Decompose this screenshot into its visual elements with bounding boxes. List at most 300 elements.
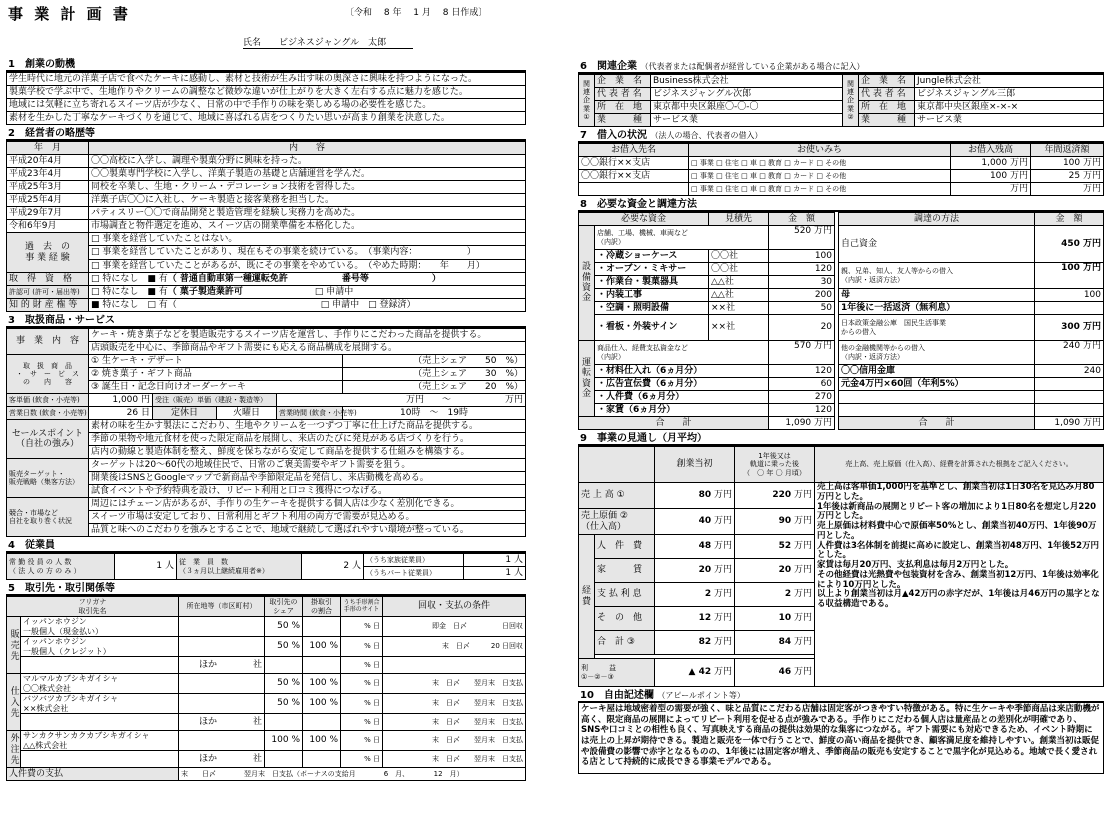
family-loan-amount: 100 xyxy=(1035,289,1104,302)
past-experience-label: 過 去 の 事 業 経 験 xyxy=(7,233,89,273)
section-9-title: 9 事業の見通し（月平均） xyxy=(578,433,1104,446)
ip-row[interactable]: ■ 特になし □ 有（ □ 申請中 □ 登録済） xyxy=(89,299,526,312)
day-text: 日 xyxy=(373,679,380,688)
loan-use[interactable]: □ 事業 □ 住宅 □ 車 □ 教育 □ カード □ その他 xyxy=(689,157,951,170)
loan-repayment: 100 万円 xyxy=(1031,157,1104,170)
partner-name xyxy=(21,674,179,694)
order-price-label: 受注（販売）単価（建設・製造等） xyxy=(153,394,277,407)
partner-kana: イッパンホウジン xyxy=(23,637,87,647)
sales-partners-label: 販売先 xyxy=(7,617,21,674)
day-text: 日 xyxy=(373,642,380,651)
career-year: 平成25年3月 xyxy=(7,181,89,194)
percent-text: % xyxy=(364,717,371,726)
product-share: （売上シェア 50 %） xyxy=(343,355,526,368)
outsource-label: 外注先 xyxy=(7,731,21,768)
partner-bill xyxy=(341,637,383,657)
target-line: 開業後はSNSとGoogleマップで新商品や季節限定品を発信し、来店動機を高める。 xyxy=(89,472,526,485)
equipment-amount: 30 xyxy=(769,276,835,289)
loan-use[interactable]: □ 事業 □ 住宅 □ 車 □ 教育 □ カード □ その他 xyxy=(689,170,951,183)
competition-line: 周辺にはチェーン店があるが、手作りの生ケーキを提供する個人店は少なく差別化できる。 xyxy=(89,498,526,511)
company-name: Jungle株式会社 xyxy=(915,75,1104,88)
interest-label: 支 払 利 息 xyxy=(595,583,655,607)
bank-loan-amount: 240 xyxy=(1035,365,1104,378)
funding-total: 1,090 万円 xyxy=(1035,417,1104,430)
col-year: 年 月 xyxy=(7,142,89,155)
other-partners: ほか 社 xyxy=(179,714,265,731)
section-4-title: 4 従業員 xyxy=(6,540,526,553)
day-text: 日 xyxy=(373,736,380,745)
partner-formal-name: 一般個人（現金払い） xyxy=(23,626,103,636)
address-label: 所 在 地 xyxy=(595,101,651,114)
unit-price-label: 客単価 (飲食・小売等) xyxy=(7,394,89,407)
product-share: （売上シェア 20 %） xyxy=(343,381,526,394)
other-expenses-label: そ の 他 xyxy=(595,607,655,631)
equipment-item: ・オーブン・ミキサー xyxy=(595,263,709,276)
career-year: 平成29年7月 xyxy=(7,207,89,220)
partner-conditions: 末 日〆 翌月末 日支払 xyxy=(383,714,526,731)
family-count: 1 人 xyxy=(464,554,526,567)
motivation-line: 素材を生かした丁寧なケーキづくりを通じて、地域に喜ばれる店をつくりたい思いが高まり創業を決意した。 xyxy=(7,112,526,125)
related-company-2-label: 関 連 企 業 ② xyxy=(843,75,859,127)
motivation-table xyxy=(6,72,526,125)
col-method: 調達の方法 xyxy=(839,213,1035,226)
value: 52 xyxy=(778,541,792,552)
profit-after xyxy=(735,659,815,687)
partner-kana: サンカクサンカクカブシキガイシャ xyxy=(23,731,150,741)
col-after-year: 1年後又は 軌道に乗った後 （ 〇 年 〇 月頃） xyxy=(735,447,815,483)
family-loan-lender: 母 xyxy=(839,289,1035,302)
free-description: ケーキ屋は地域密着型の需要が強く、味と品質にこだわる店舗は固定客がつきやすい特徴がある。特に生ケーキや季節商品は来店動機が高く、限定商品の展開によってリピート利用を促せる点が強みである。手作りにこだわる個人店は量産品との差別化が明確であり、SNSや口コミとの相性も良く、写真映えする商品の提供は効果的な集客につながる。ギフト需要にも対応できるため、イベント時期には売上の上昇が期待できる。製造と販売を一体で行うことで、鮮度の高い商品を提供でき、顧客満足度を維持しやすい。創業当初は販促や設備費の影響で赤字となるものの、1年後には固定客が増え、季節商品の販売も安定することで黒字化が見込める。地域で長く愛される店として持続的に成長できる事業モデルである。 xyxy=(578,703,1104,774)
partner-name xyxy=(21,637,179,657)
target-line: ターゲットは20〜60代の地域住民で、日常のご褒美需要やギフト需要を狙う。 xyxy=(89,459,526,472)
partner-credit: 100 % xyxy=(303,694,341,714)
partner-conditions: 末 日〆 20 日回収 xyxy=(383,637,526,657)
business-content-line: ケーキ・焼き菓子などを製造販売するスイーツ店を運営し、手作りにこだわった商品を提供する。 xyxy=(89,329,526,342)
day-text: 日 xyxy=(373,622,380,631)
col-amount: 金 額 xyxy=(1035,213,1104,226)
career-year: 平成20年4月 xyxy=(7,155,89,168)
section-8-title: 8 必要な資金と調達方法 xyxy=(578,199,1104,212)
col-location: 所在地等（市区町村） xyxy=(179,597,265,617)
experience-option-text: 事業を経営していたことがあるが、既にその事業をやめている。 （やめた時期： 年 月） xyxy=(102,260,485,271)
partner-formal-name: 一般個人（クレジット） xyxy=(23,646,111,656)
value: 2 xyxy=(704,589,712,600)
unit: 万円 xyxy=(713,637,732,648)
sales-point-line: 素材の味を生かす製法にこだわり、生地やクリームを一つずつ丁寧に仕上げた商品を提供する。 xyxy=(89,420,526,433)
unit-price: 1,000 円 xyxy=(89,394,153,407)
partner-formal-name: ××株式会社 xyxy=(23,703,69,713)
bank-loan: 240 万円 xyxy=(1035,341,1104,365)
value: 82 xyxy=(698,637,712,648)
equipment-funds-label: 設 備 資 金 xyxy=(579,226,595,341)
value: 40 xyxy=(698,516,712,527)
other-initial xyxy=(655,607,735,631)
rent-initial xyxy=(655,559,735,583)
industry: サービス業 xyxy=(651,114,843,127)
lender xyxy=(579,183,689,196)
none-text: 特になし xyxy=(102,286,139,297)
motivation-line: 製菓学校で学ぶ中で、生地作りやクリームの調整など微妙な違いが仕上がりを大きく左右する点に魅力を感じた。 xyxy=(7,86,526,99)
permit-row[interactable]: □ 特になし ■ 有（ 菓子製造業許可 □ 申請中 xyxy=(89,286,526,299)
competition-line: スイーツ市場は安定しており、日常利用とギフト利用の両方で需要が見込める。 xyxy=(89,511,526,524)
col-share: 取引先の シェア xyxy=(265,597,303,617)
family-loan-terms: 1年後に一括返済（無利息） xyxy=(839,302,1035,315)
related-company-1-label: 関 連 企 業 ① xyxy=(579,75,595,127)
unit: 万円 xyxy=(713,516,732,527)
partner-bill xyxy=(341,714,383,731)
interest-after xyxy=(735,583,815,607)
pending-text: 申請中 xyxy=(332,299,360,310)
own-funds-label: 自己資金 xyxy=(839,226,1035,263)
partner-kana: イッパンホウジン xyxy=(23,617,87,627)
business-hours: 10時 〜 19時 xyxy=(343,407,526,420)
section-6-note: （代表者または配偶者が経営している企業がある場合に記入） xyxy=(640,62,865,71)
section-7-note: （法人の場合、代表者の借入） xyxy=(650,131,763,140)
permit-value: （ 菓子製造業許可 xyxy=(167,286,243,297)
partner-name xyxy=(21,694,179,714)
section-10-title xyxy=(578,690,1104,703)
col-credit: 掛取引 の割合 xyxy=(303,597,341,617)
equipment-vendor: ××社 xyxy=(709,315,769,341)
equipment-item: ・内装工事 xyxy=(595,289,709,302)
address: 東京都中央区銀座×-×-× xyxy=(915,101,1104,114)
partner-bill xyxy=(341,694,383,714)
pending-text: 申請中 xyxy=(326,286,354,297)
partner-credit: 100 % xyxy=(303,674,341,694)
company-name-label: 企 業 名 xyxy=(595,75,651,88)
partner-bill xyxy=(341,751,383,768)
target-label: 販売ターゲット・ 販売戦略（集客方法） xyxy=(7,459,89,498)
career-table xyxy=(6,141,526,312)
value: 90 xyxy=(778,516,792,527)
personnel-label: 人 件 費 xyxy=(595,535,655,559)
permit-label: 許認可 (許可・届出等) xyxy=(7,286,89,299)
representative-label: 代 表 者 名 xyxy=(595,88,651,101)
equipment-amount: 100 xyxy=(769,250,835,263)
loan-repayment: 万円 xyxy=(1031,183,1104,196)
partner-conditions: 末 日〆 翌月末 日支払 xyxy=(383,674,526,694)
sales-label: 売 上 高 ① xyxy=(579,483,655,509)
value: 2 xyxy=(784,589,792,600)
employees-count: 2 人 xyxy=(302,554,364,580)
col-basis: 売上高、売上原価（仕入高）、経費を計算された根拠をご記入ください。 xyxy=(815,447,1104,483)
partner-conditions: 末 日〆 翌月末 日支払 xyxy=(383,751,526,768)
none-text: 特になし xyxy=(102,273,139,284)
value: 220 xyxy=(772,490,792,501)
yes-text: 有 xyxy=(158,286,168,297)
value: 20 xyxy=(778,565,792,576)
lender: 〇〇銀行××支店 xyxy=(579,157,689,170)
equipment-vendor: ××社 xyxy=(709,302,769,315)
col-initial: 創業当初 xyxy=(655,447,735,483)
career-text: 〇〇高校に入学し、調理や製菓分野に興味を持った。 xyxy=(89,155,526,168)
partner-conditions: 末 日〆 翌月末 日支払 xyxy=(383,731,526,751)
payroll-conditions: 末 日〆 翌月末 日支払（ボーナスの支給月 6 月、 12 月） xyxy=(179,768,526,781)
day-text: 日 xyxy=(373,717,380,726)
col-balance: お借入残高 xyxy=(951,144,1031,157)
col-lender: お借入先名 xyxy=(579,144,689,157)
unit: 万円 xyxy=(793,565,812,576)
bank-loan-lender: 〇〇信用金庫 xyxy=(839,365,1035,378)
loans-table xyxy=(578,143,1104,196)
applicant-name-row xyxy=(243,38,413,49)
equipment-total: 520 万円 xyxy=(769,226,835,250)
partner-credit: 100 % xyxy=(303,731,341,751)
working-capital-amount: 120 xyxy=(769,404,835,417)
col-amount: 金 額 xyxy=(769,213,835,226)
career-text: 同校を卒業し、生地・クリーム・デコレーション技術を習得した。 xyxy=(89,181,526,194)
value: 48 xyxy=(698,541,712,552)
outlook-table xyxy=(578,446,1104,687)
competition-label: 競合・市場など 自社を取り巻く状況 xyxy=(7,498,89,537)
representative: ビジネスジャングル次郎 xyxy=(651,88,843,101)
industry: サービス業 xyxy=(915,114,1104,127)
career-year: 平成23年4月 xyxy=(7,168,89,181)
employees-label: 従 業 員 数 （３ヵ月以上継続雇用者※） xyxy=(177,554,302,580)
col-name: 取引先名 xyxy=(78,606,107,615)
expenses-sum-label: 合 計 ③ xyxy=(595,631,655,655)
equipment-vendor: 〇〇社 xyxy=(709,250,769,263)
partner-credit: 100 % xyxy=(303,637,341,657)
license-label: 取 得 資 格 xyxy=(7,273,89,286)
company-name: Business株式会社 xyxy=(651,75,843,88)
equipment-vendor: △△社 xyxy=(709,276,769,289)
partner-share: 50 % xyxy=(265,637,303,657)
family-loan-label: 親、兄弟、知人、友人等からの借入 （内訳・返済方法） xyxy=(839,263,1035,289)
order-price: 万円 〜 万円 xyxy=(277,394,526,407)
business-content-line: 店頭販売を中心に、季節商品やギフト需要にも応える商品構成を展開する。 xyxy=(89,342,526,355)
products-table xyxy=(6,328,526,537)
loan-balance: 100 万円 xyxy=(951,170,1031,183)
sum-after xyxy=(735,631,815,655)
unit: 万円 xyxy=(793,667,812,678)
working-capital-label: 運 転 資 金 xyxy=(579,341,595,417)
other-after xyxy=(735,607,815,631)
career-year: 令和6年9月 xyxy=(7,220,89,233)
own-funds: 450 万円 xyxy=(1035,226,1104,263)
section-5-title: 5 取引先・取引関係等 xyxy=(6,583,526,596)
closed-day: 火曜日 xyxy=(217,407,277,420)
col-conditions: 回収・支払の条件 xyxy=(383,597,526,617)
motivation-line: 学生時代に地元の洋菓子店で食べたケーキに感動し、素材と技術が生み出す味の奥深さに興味を持つようになった。 xyxy=(7,73,526,86)
business-content-label: 事 業 内 容 xyxy=(7,329,89,355)
unit: 万円 xyxy=(713,490,732,501)
day-text: 日 xyxy=(373,754,380,763)
col-repayment: 年間返済額 xyxy=(1031,144,1104,157)
col-use: お使いみち xyxy=(689,144,951,157)
equipment-amount: 50 xyxy=(769,302,835,315)
creation-date: 〔令和 8 年 1 月 8 日作成〕 xyxy=(345,8,488,18)
sales-point-label: セールスポイント （自社の強み） xyxy=(7,420,89,459)
career-text: 市場調査と物件選定を進め、スイーツ店の開業準備を本格化した。 xyxy=(89,220,526,233)
business-days: 26 日 xyxy=(89,407,153,420)
payroll-label: 人件費の支払 xyxy=(7,768,179,781)
lender: 〇〇銀行××支店 xyxy=(579,170,689,183)
bank-loan-terms: 元金4万円×60回（年利5%） xyxy=(839,378,1035,391)
experience-option-text: 事業を経営していたことがあり、現在もその事業を続けている。 （事業内容： ） xyxy=(102,247,476,258)
value: 10 xyxy=(778,613,792,624)
career-text: 〇〇製菓専門学校に入学し、洋菓子製造の基礎と店舗運営を学んだ。 xyxy=(89,168,526,181)
business-days-label: 営業日数 (飲食・小売等) xyxy=(7,407,89,420)
section-2-title: 2 経営者の略歴等 xyxy=(6,128,526,141)
partner-share: 50 % xyxy=(265,694,303,714)
business-hours-label: 営業時間 (飲食・小売等) xyxy=(277,407,343,420)
working-capital-total: 570 万円 xyxy=(769,341,835,365)
partner-formal-name: 〇〇株式会社 xyxy=(23,683,71,693)
partner-bill xyxy=(341,731,383,751)
working-capital-item: ・人件費（6ヵ月分） xyxy=(595,391,769,404)
equipment-item: ・空調・照明設備 xyxy=(595,302,709,315)
percent-text: % xyxy=(364,699,371,708)
address: 東京都中央区銀座〇-〇-〇 xyxy=(651,101,843,114)
cost-initial xyxy=(655,509,735,535)
left-column xyxy=(6,56,526,781)
right-column xyxy=(578,58,1104,774)
address-label: 所 在 地 xyxy=(859,101,915,114)
product-name: ① 生ケーキ・デザート xyxy=(89,355,343,368)
partner-formal-name: △△株式会社 xyxy=(23,740,68,750)
col-kana: フリガナ xyxy=(78,598,107,607)
yes-text: 有 xyxy=(158,273,168,284)
partner-share: 50 % xyxy=(265,617,303,637)
product-name: ③ 誕生日・記念日向けオーダーケーキ xyxy=(89,381,343,394)
equipment-amount: 20 xyxy=(769,315,835,341)
working-capital-amount: 60 xyxy=(769,378,835,391)
career-text: パティスリー〇〇で商品開発と製造管理を経験し実務力を高めた。 xyxy=(89,207,526,220)
partner-conditions: 末 日〆 翌月末 日支払 xyxy=(383,694,526,714)
col-bill: うち手形割合 手形のサイト xyxy=(341,597,383,617)
value: 12 xyxy=(698,613,712,624)
closed-day-label: 定休日 xyxy=(153,407,217,420)
outlook-basis: 売上高は客単価1,000円を基準とし、創業当初は1日30名を見込み月80万円とした。 1年後は新商品の展開とリピート客の増加により1日80名を想定し月220万円とした。 売上原価は材料費中心で原価率50%とし、創業当初40万円、1年後90万円とした。 人件費は3名体制を前提に高めに設定し、創業当初48万円、1年後52万円とした。 家賃は毎月20万円、支払利息は毎月2万円とした。 その他経費は光熱費や包装資材を含み、創業当初12万円、1年後は効率化により10万円とした。 以上より創業当初は月▲42万円の赤字だが、1年後は月46万円の黒字となる収益構造である。 xyxy=(815,483,1104,687)
partner-credit xyxy=(303,617,341,637)
partner-kana: バツバツカブシキガイシャ xyxy=(23,694,119,704)
unit: 万円 xyxy=(793,490,812,501)
section-7-title xyxy=(578,130,1104,143)
unit: 万円 xyxy=(793,589,812,600)
equipment-amount: 120 xyxy=(769,263,835,276)
partner-share: 100 % xyxy=(265,731,303,751)
page-title: 事 業 計 画 書 xyxy=(8,5,131,23)
officers-label: 常 勤 役 員 の 人 数 （ 法 人 の 方 の み ） xyxy=(7,554,115,580)
value: 84 xyxy=(778,637,792,648)
cost-label: 売上原価 ② （仕入高） xyxy=(579,509,655,535)
representative: ビジネスジャングル三郎 xyxy=(915,88,1104,101)
section-6-title xyxy=(578,61,1104,74)
working-capital-amount: 120 xyxy=(769,365,835,378)
representative-label: 代 表 者 名 xyxy=(859,88,915,101)
cost-after xyxy=(735,509,815,535)
value: 46 xyxy=(778,667,792,678)
part-time-count: 1 人 xyxy=(464,567,526,580)
section-3-title: 3 取扱商品・サービス xyxy=(6,315,526,328)
value: ▲ 42 xyxy=(688,667,712,678)
funds-total-label: 合 計 xyxy=(579,417,769,430)
equipment-item: ・看板・外装サイン xyxy=(595,315,709,341)
partner-kana: マルマルカブシキガイシャ xyxy=(23,674,119,684)
funds-table xyxy=(578,212,1104,430)
partner-share: 50 % xyxy=(265,674,303,694)
sum-initial xyxy=(655,631,735,655)
percent-text: % xyxy=(364,660,371,669)
part-time-label: （うちパート従業員） xyxy=(364,567,464,580)
unit: 万円 xyxy=(713,541,732,552)
section-10-heading: 10 自由記述欄 xyxy=(580,690,654,701)
partner-name xyxy=(21,731,179,751)
experience-option[interactable]: □ 事業を経営していたことがあり、現在もその事業を続けている。 （事業内容： ） xyxy=(89,246,526,259)
license-value: （ 普通自動車第一種運転免許 番号等 ） xyxy=(167,273,441,284)
percent-text: % xyxy=(364,754,371,763)
unit: 万円 xyxy=(793,613,812,624)
officers-count: 1 人 xyxy=(115,554,177,580)
col-content: 内 容 xyxy=(89,142,526,155)
equipment-vendor: △△社 xyxy=(709,289,769,302)
motivation-line: 地域には気軽に立ち寄れるスイーツ店が少なく、日常の中で手作りの味を楽しめる場の必要性を感じた。 xyxy=(7,99,526,112)
personnel-initial xyxy=(655,535,735,559)
none-text: 特になし xyxy=(102,299,139,310)
registered-text: 登録済 xyxy=(379,299,407,310)
jfc-loan-label: 日本政策金融公庫 国民生活事業 からの借入 xyxy=(839,315,1035,341)
rent-after xyxy=(735,559,815,583)
products-label: 取 扱 商 品 ・ サ ー ビ ス の 内 容 xyxy=(7,355,89,394)
working-capital-item: ・広告宣伝費（6ヵ月分） xyxy=(595,378,769,391)
col-partner-name xyxy=(7,597,179,617)
suppliers-label: 仕入先 xyxy=(7,674,21,731)
sales-point-line: 店内の動線と製造体制を整え、鮮度を保ちながら安定して商品を提供する仕組みを構築する。 xyxy=(89,446,526,459)
loan-balance: 万円 xyxy=(951,183,1031,196)
working-capital-head: 商品仕入、経費支払資金など （内訳） xyxy=(595,341,769,365)
loan-repayment: 25 万円 xyxy=(1031,170,1104,183)
partner-bill xyxy=(341,674,383,694)
applicant-name: ビジネスジャングル 太郎 xyxy=(279,38,387,48)
expenses-label: 経 費 xyxy=(579,535,595,659)
partner-bill xyxy=(341,657,383,674)
day-text: 日 xyxy=(373,699,380,708)
sales-point-line: 季節の果物や地元食材を使った限定商品を展開し、来店のたびに発見がある店づくりを行う。 xyxy=(89,433,526,446)
partner-conditions: 即金 日〆 日回収 xyxy=(383,617,526,637)
loan-use[interactable]: □ 事業 □ 住宅 □ 車 □ 教育 □ カード □ その他 xyxy=(689,183,951,196)
experience-option[interactable]: □ 事業を経営していたことはない。 xyxy=(89,233,526,246)
other-partners: ほか 社 xyxy=(179,657,265,674)
percent-text: % xyxy=(364,736,371,745)
sales-initial xyxy=(655,483,735,509)
ip-label: 知 的 財 産 権 等 xyxy=(7,299,89,312)
industry-label: 業 種 xyxy=(595,114,651,127)
partner-bill xyxy=(341,617,383,637)
working-capital-amount: 270 xyxy=(769,391,835,404)
experience-option-text: 事業を経営していたことはない。 xyxy=(102,233,238,244)
career-text: 洋菓子店〇〇に入社し、ケーキ製造と接客業務を担当した。 xyxy=(89,194,526,207)
section-7-heading: 7 借入の状況 xyxy=(580,130,647,141)
bank-loan-label: 他の金融機関等からの借入 （内訳・返済方法） xyxy=(839,341,1035,365)
related-companies-table xyxy=(578,74,1104,127)
working-capital-item: ・家賃（6ヵ月分） xyxy=(595,404,769,417)
percent-text: % xyxy=(364,679,371,688)
industry-label: 業 種 xyxy=(859,114,915,127)
value: 80 xyxy=(698,490,712,501)
unit: 万円 xyxy=(713,667,732,678)
name-label: 氏名 xyxy=(243,38,262,48)
value: 20 xyxy=(698,565,712,576)
day-text: 日 xyxy=(373,660,380,669)
license-row[interactable]: □ 特になし ■ 有（ 普通自動車第一種運転免許 番号等 ） xyxy=(89,273,526,286)
interest-initial xyxy=(655,583,735,607)
section-10-note: （アピールポイント等） xyxy=(657,691,745,700)
section-6-heading: 6 関連企業 xyxy=(580,61,637,72)
funding-total-label: 合 計 xyxy=(839,417,1035,430)
equipment-amount: 200 xyxy=(769,289,835,302)
experience-option[interactable]: □ 事業を経営していたことがあるが、既にその事業をやめている。 （やめた時期： 年 月） xyxy=(89,259,526,272)
